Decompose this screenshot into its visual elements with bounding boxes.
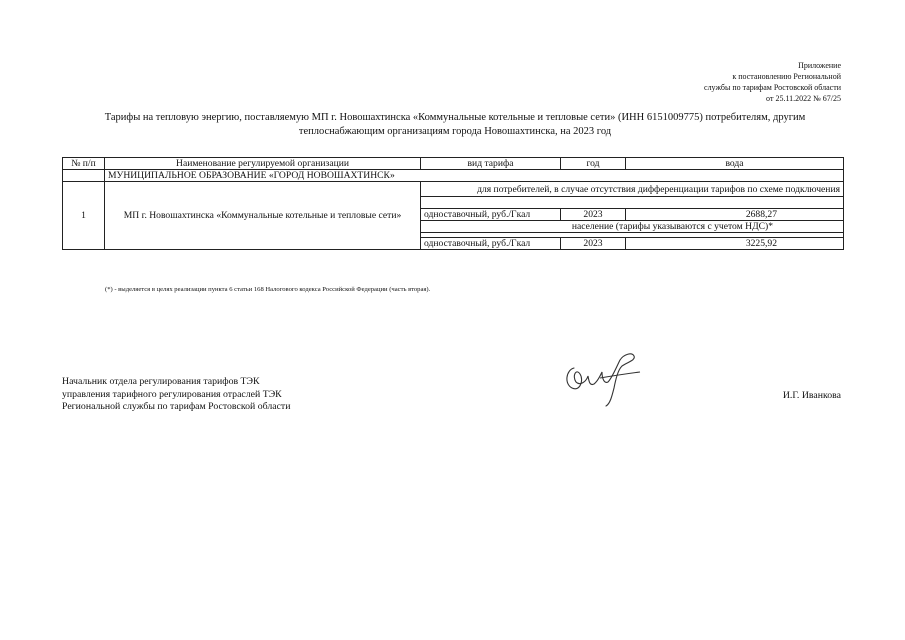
footnote: (*) - выделяется в целях реализации пункта 6 статьи 168 Налогового кодекса Российской Федерации (часть вторая). <box>105 286 431 293</box>
document-title <box>60 111 850 139</box>
signatory-name: И.Г. Иванкова <box>782 390 841 401</box>
signatory-title <box>62 376 290 414</box>
tariff-year-2: 2023 <box>561 238 626 250</box>
header-org: Наименование регулируемой организации <box>105 158 421 170</box>
appendix-line-3: службы по тарифам Ростовской области <box>704 83 841 92</box>
appendix-line-4: от 25.11.2022 № 67/25 <box>766 94 841 103</box>
tariff-table <box>62 157 844 250</box>
tariff-value-2: 3225,92 <box>626 238 844 250</box>
tariff-type-2: одноставочный, руб./Гкал <box>421 238 561 250</box>
header-num: № п/п <box>63 158 105 170</box>
signatory-line-2: управления тарифного регулирования отраслей ТЭК <box>62 388 282 400</box>
table-row <box>63 182 844 197</box>
signatory-line-1: Начальник отдела регулирования тарифов ТЭК <box>62 376 260 387</box>
header-water: вода <box>626 158 844 170</box>
section-consumers: для потребителей, в случае отсутствия дифференциации тарифов по схеме подключения <box>421 182 844 197</box>
municipality-empty-cell <box>63 170 105 182</box>
signatory-line-3: Региональной службы по тарифам Ростовской области <box>62 401 291 412</box>
spacer-cell <box>421 197 844 209</box>
table-header-row <box>63 158 844 170</box>
header-tariff-type: вид тарифа <box>421 158 561 170</box>
title-line-1: Тарифы на тепловую энергию, поставляемую МП г. Новошахтинска «Коммунальные котельные и тепловые сети» (ИНН 6151009775) потребителям, другим <box>104 112 806 123</box>
row-number: 1 <box>63 182 105 250</box>
tariff-type-1: одноставочный, руб./Гкал <box>421 209 561 221</box>
appendix-line-1: Приложение <box>798 61 841 70</box>
tariff-year-1: 2023 <box>561 209 626 221</box>
handwritten-signature <box>560 348 650 408</box>
org-name: МП г. Новошахтинска «Коммунальные котельные и тепловые сети» <box>105 182 421 250</box>
header-year: год <box>561 158 626 170</box>
appendix-header <box>704 60 841 104</box>
municipality-row <box>63 170 844 182</box>
title-line-2: теплоснабжающим организациям города Новошахтинска, на 2023 год <box>298 126 612 137</box>
section-population: население (тарифы указываются с учетом НДС)* <box>421 221 844 233</box>
municipality-name: МУНИЦИПАЛЬНОЕ ОБРАЗОВАНИЕ «ГОРОД НОВОШАХТИНСК» <box>105 170 844 182</box>
tariff-value-1: 2688,27 <box>626 209 844 221</box>
appendix-line-2: к постановлению Региональной <box>732 72 841 81</box>
